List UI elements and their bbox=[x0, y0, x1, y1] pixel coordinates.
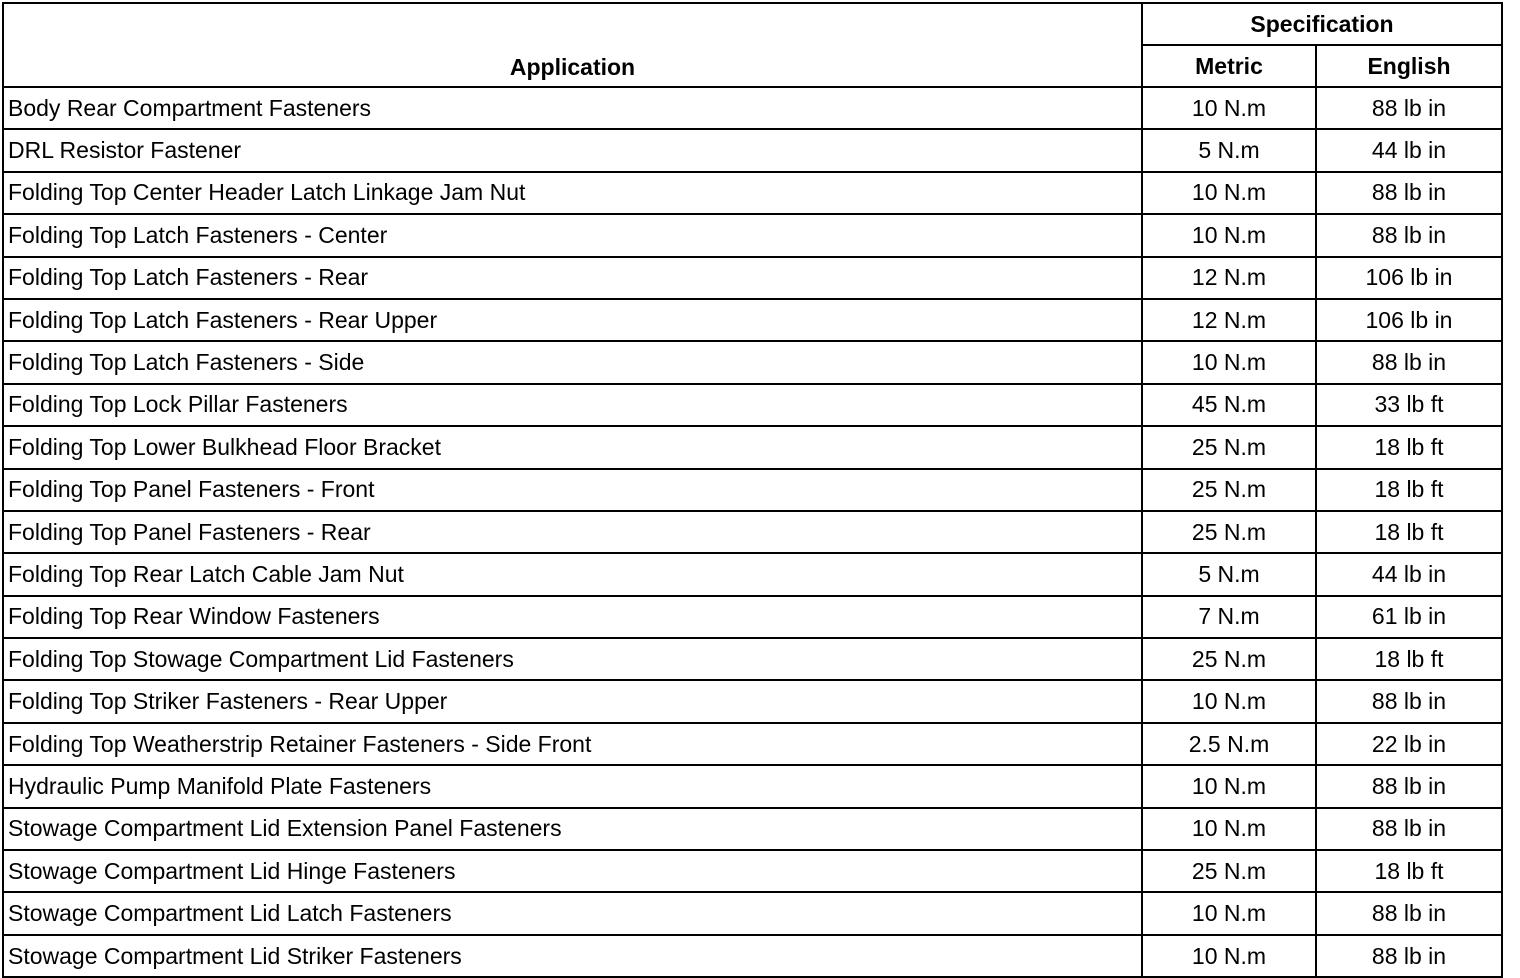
metric-column-header: Metric bbox=[1142, 45, 1316, 87]
metric-cell: 25 N.m bbox=[1142, 638, 1316, 680]
english-cell: 18 lb ft bbox=[1316, 850, 1502, 892]
specification-column-header: Specification bbox=[1142, 3, 1502, 45]
metric-cell: 10 N.m bbox=[1142, 765, 1316, 807]
application-cell: Stowage Compartment Lid Striker Fasteners bbox=[3, 935, 1142, 977]
table-row bbox=[3, 341, 1502, 383]
application-cell: Folding Top Stowage Compartment Lid Fasteners bbox=[3, 638, 1142, 680]
application-cell: Folding Top Striker Fasteners - Rear Upper bbox=[3, 680, 1142, 722]
application-cell: Folding Top Latch Fasteners - Side bbox=[3, 341, 1142, 383]
english-cell: 88 lb in bbox=[1316, 680, 1502, 722]
table-row bbox=[3, 723, 1502, 765]
metric-cell: 25 N.m bbox=[1142, 511, 1316, 553]
fastener-torque-specification-table bbox=[2, 2, 1503, 978]
english-cell: 18 lb ft bbox=[1316, 426, 1502, 468]
english-cell: 44 lb in bbox=[1316, 553, 1502, 595]
application-cell: Stowage Compartment Lid Hinge Fasteners bbox=[3, 850, 1142, 892]
english-cell: 106 lb in bbox=[1316, 257, 1502, 299]
metric-cell: 10 N.m bbox=[1142, 680, 1316, 722]
table-body bbox=[3, 87, 1502, 977]
application-cell: Folding Top Lock Pillar Fasteners bbox=[3, 384, 1142, 426]
application-cell: Folding Top Lower Bulkhead Floor Bracket bbox=[3, 426, 1142, 468]
metric-cell: 10 N.m bbox=[1142, 214, 1316, 256]
table-row bbox=[3, 469, 1502, 511]
english-cell: 88 lb in bbox=[1316, 87, 1502, 129]
application-cell: Folding Top Rear Latch Cable Jam Nut bbox=[3, 553, 1142, 595]
application-cell: Folding Top Weatherstrip Retainer Fasteners - Side Front bbox=[3, 723, 1142, 765]
application-cell: Folding Top Panel Fasteners - Front bbox=[3, 469, 1142, 511]
application-cell: Body Rear Compartment Fasteners bbox=[3, 87, 1142, 129]
application-cell: Hydraulic Pump Manifold Plate Fasteners bbox=[3, 765, 1142, 807]
english-cell: 44 lb in bbox=[1316, 129, 1502, 171]
table-row bbox=[3, 892, 1502, 934]
application-cell: Stowage Compartment Lid Extension Panel Fasteners bbox=[3, 808, 1142, 850]
application-cell: Folding Top Latch Fasteners - Rear Upper bbox=[3, 299, 1142, 341]
application-cell: Folding Top Panel Fasteners - Rear bbox=[3, 511, 1142, 553]
english-cell: 88 lb in bbox=[1316, 935, 1502, 977]
table-row bbox=[3, 257, 1502, 299]
table-row bbox=[3, 850, 1502, 892]
english-cell: 18 lb ft bbox=[1316, 511, 1502, 553]
application-cell: Folding Top Center Header Latch Linkage Jam Nut bbox=[3, 172, 1142, 214]
table-row bbox=[3, 765, 1502, 807]
metric-cell: 25 N.m bbox=[1142, 850, 1316, 892]
metric-cell: 10 N.m bbox=[1142, 87, 1316, 129]
table-row bbox=[3, 87, 1502, 129]
english-cell: 18 lb ft bbox=[1316, 638, 1502, 680]
application-cell: DRL Resistor Fastener bbox=[3, 129, 1142, 171]
english-column-header: English bbox=[1316, 45, 1502, 87]
metric-cell: 10 N.m bbox=[1142, 172, 1316, 214]
english-cell: 106 lb in bbox=[1316, 299, 1502, 341]
english-cell: 88 lb in bbox=[1316, 214, 1502, 256]
table-row bbox=[3, 808, 1502, 850]
metric-cell: 12 N.m bbox=[1142, 257, 1316, 299]
metric-cell: 12 N.m bbox=[1142, 299, 1316, 341]
english-cell: 88 lb in bbox=[1316, 341, 1502, 383]
table-row bbox=[3, 511, 1502, 553]
table-row bbox=[3, 638, 1502, 680]
metric-cell: 10 N.m bbox=[1142, 341, 1316, 383]
application-cell: Folding Top Rear Window Fasteners bbox=[3, 596, 1142, 638]
application-column-header: Application bbox=[3, 3, 1142, 87]
metric-cell: 45 N.m bbox=[1142, 384, 1316, 426]
table-row bbox=[3, 129, 1502, 171]
table-row bbox=[3, 172, 1502, 214]
metric-cell: 5 N.m bbox=[1142, 129, 1316, 171]
english-cell: 22 lb in bbox=[1316, 723, 1502, 765]
application-cell: Folding Top Latch Fasteners - Rear bbox=[3, 257, 1142, 299]
table-row bbox=[3, 299, 1502, 341]
table-row bbox=[3, 384, 1502, 426]
english-cell: 18 lb ft bbox=[1316, 469, 1502, 511]
application-cell: Folding Top Latch Fasteners - Center bbox=[3, 214, 1142, 256]
english-cell: 88 lb in bbox=[1316, 892, 1502, 934]
metric-cell: 25 N.m bbox=[1142, 469, 1316, 511]
table-row bbox=[3, 426, 1502, 468]
table-header bbox=[3, 3, 1502, 87]
english-cell: 88 lb in bbox=[1316, 765, 1502, 807]
english-cell: 88 lb in bbox=[1316, 172, 1502, 214]
table-row bbox=[3, 935, 1502, 977]
metric-cell: 10 N.m bbox=[1142, 808, 1316, 850]
metric-cell: 25 N.m bbox=[1142, 426, 1316, 468]
english-cell: 88 lb in bbox=[1316, 808, 1502, 850]
application-cell: Stowage Compartment Lid Latch Fasteners bbox=[3, 892, 1142, 934]
metric-cell: 2.5 N.m bbox=[1142, 723, 1316, 765]
metric-cell: 7 N.m bbox=[1142, 596, 1316, 638]
table-row bbox=[3, 596, 1502, 638]
metric-cell: 10 N.m bbox=[1142, 892, 1316, 934]
metric-cell: 10 N.m bbox=[1142, 935, 1316, 977]
table-row bbox=[3, 553, 1502, 595]
table-row bbox=[3, 680, 1502, 722]
english-cell: 33 lb ft bbox=[1316, 384, 1502, 426]
english-cell: 61 lb in bbox=[1316, 596, 1502, 638]
metric-cell: 5 N.m bbox=[1142, 553, 1316, 595]
table-row bbox=[3, 214, 1502, 256]
